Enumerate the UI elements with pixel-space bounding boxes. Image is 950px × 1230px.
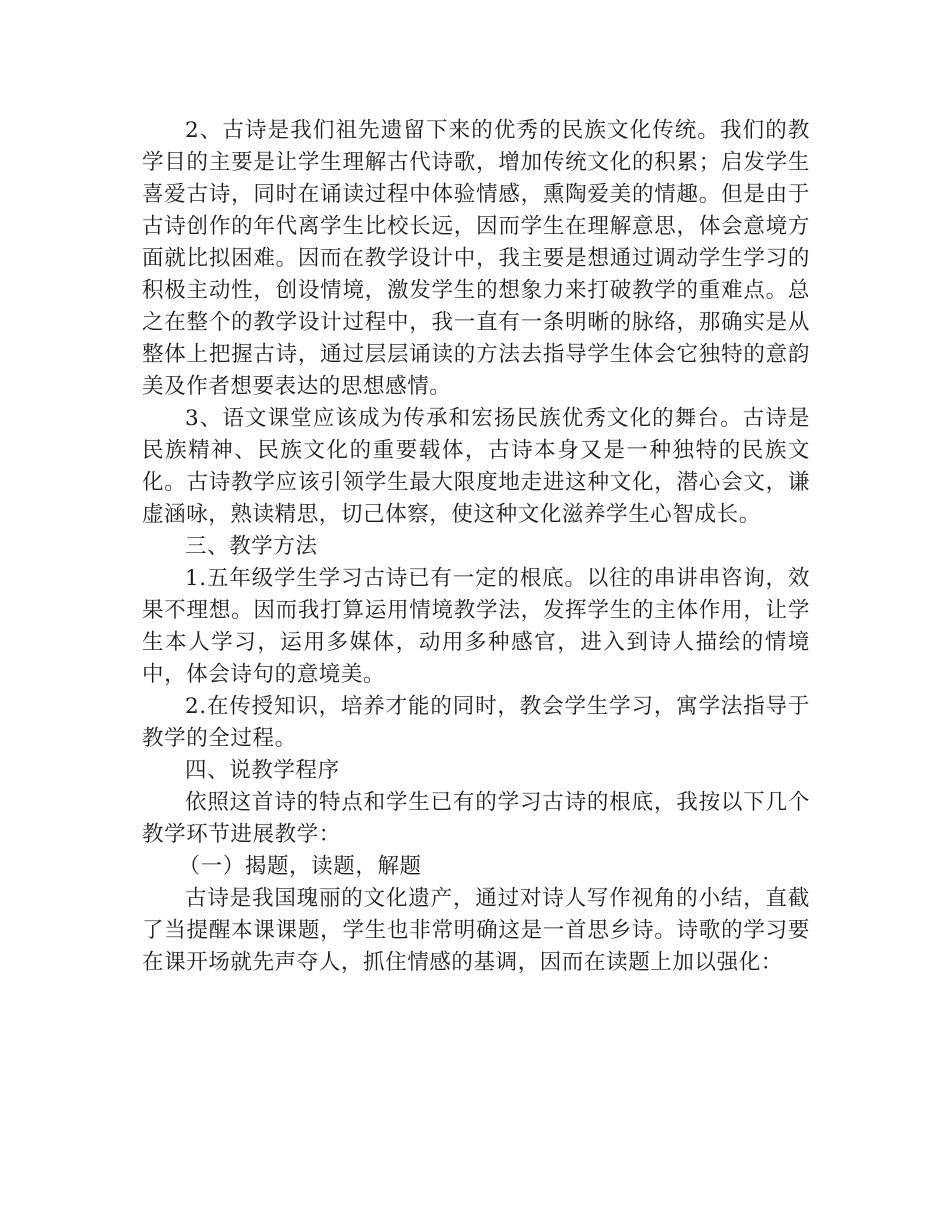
- subheading-step-1: （一）揭题，读题，解题: [178, 854, 422, 879]
- section-heading-teaching-methods: 三、教学方法: [185, 534, 318, 559]
- section-heading-teaching-procedure: 四、说教学程序: [185, 758, 340, 783]
- paragraph-method-1: 1.五年级学生学习古诗已有一定的根底。以往的串讲串咨询，效果不理想。因而我打算运用情境教学法，发挥学生的主体作用，让学生本人学习，运用多媒体，动用多种感官，进入到诗人描绘的情境中，体会诗句的意境美。: [142, 566, 810, 687]
- paragraph-procedure-intro: 依照这首诗的特点和学生已有的学习古诗的根底，我按以下几个教学环节进展教学：: [142, 790, 810, 847]
- paragraph-point-2: 2、古诗是我们祖先遗留下来的优秀的民族文化传统。我们的教学目的主要是让学生理解古代诗歌，增加传统文化的积累；启发学生喜爱古诗，同时在诵读过程中体验情感，熏陶爱美的情趣。但是由于古诗创作的年代离学生比校长远，因而学生在理解意思，体会意境方面就比拟困难。因而在教学设计中，我主要是想通过调动学生学习的积极主动性，创设情境，激发学生的想象力来打破教学的重难点。总之在整个的教学设计过程中，我一直有一条明晰的脉络，那确实是从整体上把握古诗，通过层层诵读的方法去指导学生体会它独特的意韵美及作者想要表达的思想感情。: [142, 118, 810, 399]
- paragraph-step-1: 古诗是我国瑰丽的文化遗产，通过对诗人写作视角的小结，直截了当提醒本课课题，学生也非常明确这是一首思乡诗。诗歌的学习要在课开场就先声夺人，抓住情感的基调，因而在读题上加以强化：: [142, 886, 810, 975]
- paragraph-point-3: 3、语文课堂应该成为传承和宏扬民族优秀文化的舞台。古诗是民族精神、民族文化的重要载体，古诗本身又是一种独特的民族文化。古诗教学应该引领学生最大限度地走进这种文化，潜心会文，谦虚涵咏，熟读精思，切己体察，使这种文化滋养学生心智成长。: [142, 406, 810, 527]
- document-page: [142, 115, 810, 979]
- paragraph-method-2: 2.在传授知识，培养才能的同时，教会学生学习，寓学法指导于教学的全过程。: [142, 694, 810, 751]
